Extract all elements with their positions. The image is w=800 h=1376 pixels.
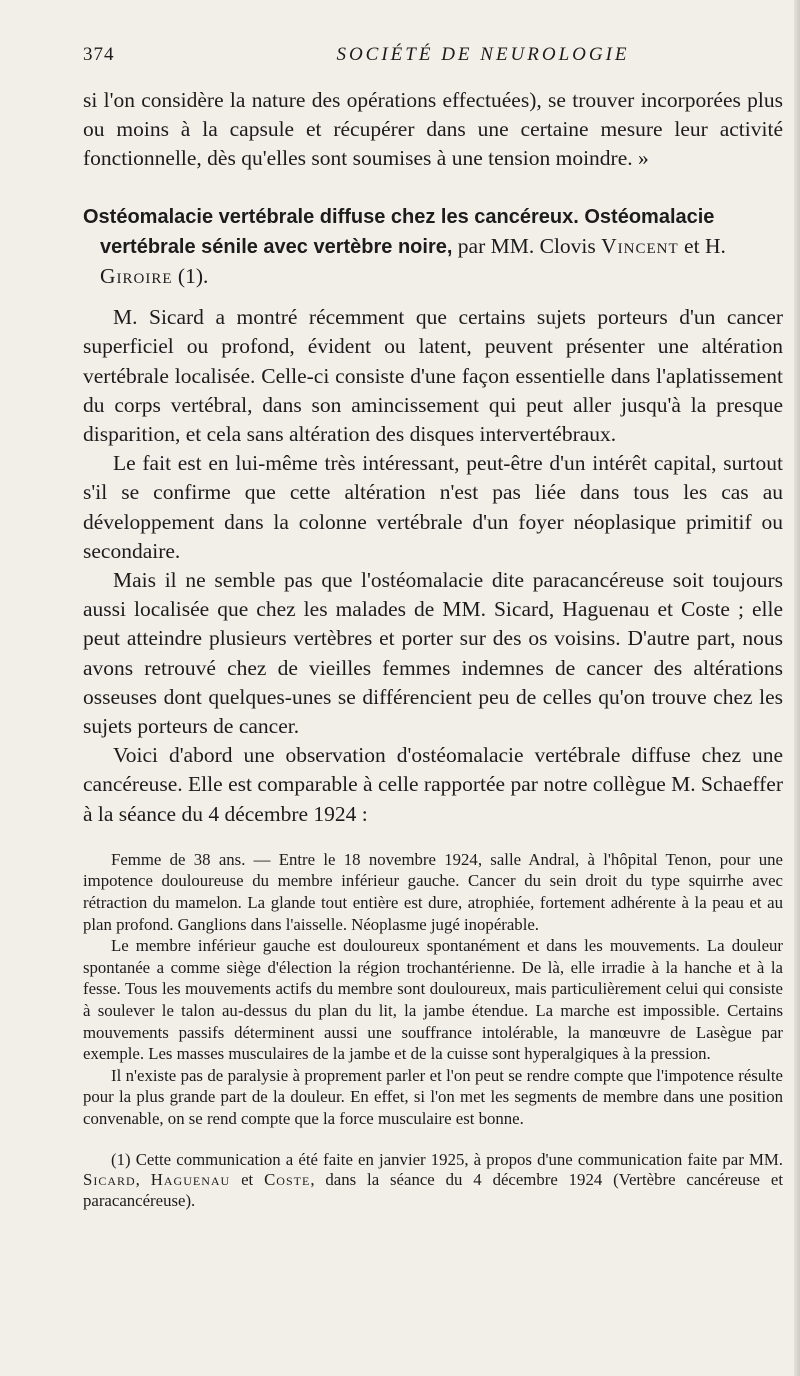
footnote-name-haguenau: Haguenau bbox=[150, 1170, 231, 1190]
case-report bbox=[83, 849, 783, 1130]
case-paragraph: Le membre inférieur gauche est douloureux spontanément et dans les mouvements. La douleur spontanée a comme siège d'élection la région trochantérienne. De là, elle irradie à la hanche et à la fesse. Tous les mouvements actifs du membre sont douloureux, mais particulièrement celui qui consiste à soulever le talon au-dessus du plan du lit, la jambe étendue. La marche est impossible. Certains mouvements passifs déterminent aussi une souffrance intolérable, la manœuvre de Lasègue par exemple. Les masses musculaires de la jambe et de la cuisse sont hyperalgiques à la pression. bbox=[83, 936, 783, 1064]
running-header bbox=[83, 44, 783, 74]
body-paragraph: Mais il ne semble pas que l'ostéomalacie dite paracancéreuse soit toujours aussi localisée que chez les malades de MM. Sicard, Haguenau et Coste ; elle peut atteindre plusieurs vertèbres et porter sur des os voisins. D'autre part, nous avons retrouvé chez de vieilles femmes indemnes de cancer des altérations osseuses dont quelques-unes se différencient peu de celles qu'on trouve chez les sujets porteurs de cancer. bbox=[83, 568, 783, 739]
footnote-name-coste: Coste bbox=[264, 1170, 311, 1190]
author-initial: H. bbox=[704, 233, 726, 258]
case-paragraph: Il n'existe pas de paralysie à proprement parler et l'on peut se rendre compte que l'impotence résulte pour la plus grande part de la douleur. En effet, si l'on met les segments de membre dans une position convenable, on se rend compte que la force musculaire est bonne. bbox=[83, 1065, 783, 1128]
main-text bbox=[83, 86, 783, 1211]
page-number: 374 bbox=[83, 44, 115, 65]
footnote bbox=[83, 1150, 783, 1212]
article-by: par MM. Clovis bbox=[452, 233, 602, 258]
article-heading bbox=[83, 202, 783, 292]
body-paragraph: Le fait est en lui-même très intéressant, peut-être d'un intérêt capital, surtout s'il se confirme que cette altération n'est pas liée dans tous les cas au développement dans la colonne vertébrale d'un foyer néoplasique primitif ou secondaire. bbox=[83, 451, 783, 563]
article-title-block bbox=[83, 202, 783, 292]
case-paragraph: Femme de 38 ans. — Entre le 18 novembre 1924, salle Andral, à l'hôpital Tenon, pour une impotence douloureuse du membre inférieur gauche. Cancer du sein droit du type squirrhe avec rétraction du mamelon. La glande tout entière est dure, atrophiée, fortement adhérente à la peau et au plan profond. Ganglions dans l'aisselle. Néoplasme jugé inopérable. bbox=[83, 849, 783, 934]
author-vincent: Vincent bbox=[601, 233, 679, 258]
author-giroire: Giroire bbox=[100, 264, 173, 289]
article-body bbox=[83, 303, 783, 829]
article-title: Ostéomalacie vertébrale diffuse chez les cancéreux. Ostéomalacie vertébrale sénile avec vertèbre noire, bbox=[83, 205, 715, 258]
footnote-lead: (1) Cette communication a été faite en janvier 1925, à propos d'une communication faite par MM. bbox=[111, 1149, 783, 1169]
footnote-text bbox=[83, 1150, 783, 1212]
author-conjunction: et bbox=[678, 233, 705, 258]
footnote-name-sicard: Sicard bbox=[83, 1170, 136, 1190]
footnote-tail: , dans la séance du 4 décembre 1924 (Vertèbre cancéreuse et paracancéreuse). bbox=[83, 1170, 784, 1210]
continuation-paragraph: si l'on considère la nature des opérations effectuées), se trouver incorporées plus ou moins à la capsule et récupérer dans une certaine mesure leur activité fonctionnelle, dès qu'elles sont soumises à une tension moindre. » bbox=[83, 88, 783, 171]
page-edge-shadow bbox=[794, 0, 800, 1376]
body-paragraph: Voici d'abord une observation d'ostéomalacie vertébrale diffuse chez une cancéreuse. Elle est comparable à celle rapportée par notre collègue M. Schaeffer à la séance du 4 décembre 1924 : bbox=[83, 743, 783, 826]
running-title: SOCIÉTÉ DE NEUROLOGIE bbox=[336, 44, 630, 65]
footnote-separator: et bbox=[230, 1170, 265, 1190]
body-paragraph: M. Sicard a montré récemment que certains sujets porteurs d'un cancer superficiel ou profond, évident ou latent, peuvent présenter une altération vertébrale localisée. Celle-ci consiste d'une façon essentielle dans l'aplatissement du corps vertébral, dans son amincissement qui peut aller jusqu'à la presque disparition, et cela sans altération des disques intervertébraux. bbox=[83, 305, 783, 447]
footnote-reference: (1). bbox=[172, 264, 209, 289]
footnote-separator: , bbox=[135, 1170, 151, 1190]
